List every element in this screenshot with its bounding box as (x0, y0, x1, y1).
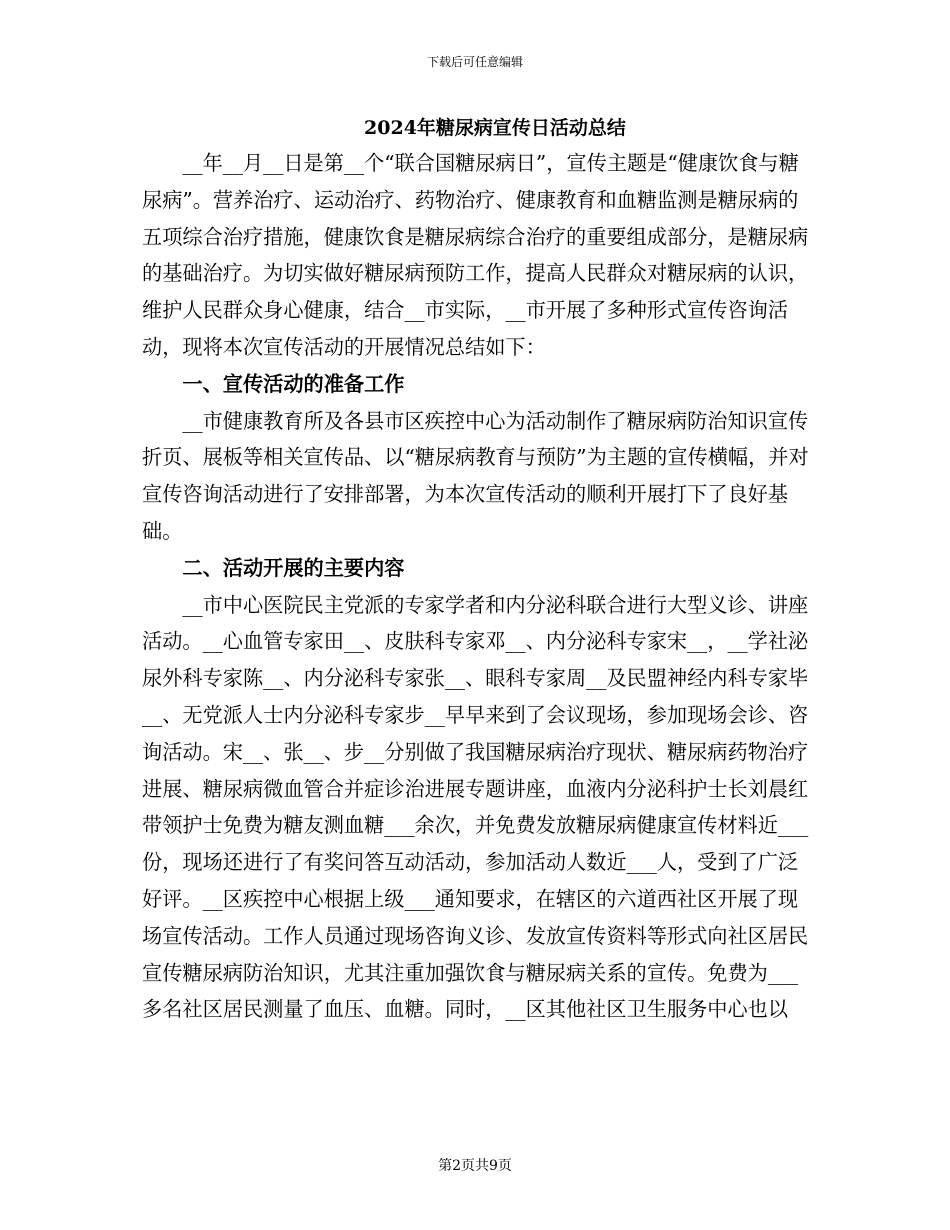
section-paragraph-main-content: __市中心医院民主党派的专家学者和内分泌科联合进行大型义诊、讲座活动。__心血管专家田__、皮肤科专家邓__、内分泌科专家宋__，__学社泌尿外科专家陈__、内分泌科专家张__、眼科专家周__及民盟神经内科专家毕__、无党派人士内分泌科专家步__早早来到了会议现场，参加现场会诊、咨询活动。宋__、张__、步__分别做了我国糖尿病治疗现状、糖尿病药物治疗进展、糖尿病微血管合并症诊治进展专题讲座，血液内分泌科护士长刘晨红带领护士免费为糖友测血糖___余次，并免费发放糖尿病健康宣传材料近___份，现场还进行了有奖问答互动活动，参加活动人数近___人，受到了广泛好评。__区疾控中心根据上级___通知要求，在辖区的六道西社区开展了现场宣传活动。工作人员通过现场咨询义诊、发放宣传资料等形式向社区居民宣传糖尿病防治知识，尤其注重加强饮食与糖尿病关系的宣传。免费为___多名社区居民测量了血压、血糖。同时，__区其他社区卫生服务中心也以 (142, 592, 809, 1022)
document-body (142, 145, 814, 1028)
section-heading-main-content: 二、活动开展的主要内容 (182, 555, 405, 580)
document-title: 2024年糖尿病宣传日活动总结 (364, 117, 626, 139)
section-heading-preparation: 一、宣传活动的准备工作 (182, 371, 405, 396)
section-paragraph-preparation: __市健康教育所及各县市区疾控中心为活动制作了糖尿病防治知识宣传折页、展板等相关宣传品、以“糖尿病教育与预防”为主题的宣传横幅，并对宣传咨询活动进行了安排部署，为本次宣传活动的顺利开展打下了良好基础。 (142, 408, 809, 543)
intro-paragraph: __年__月__日是第__个“联合国糖尿病日”，宣传主题是“健康饮食与糖尿病”。营养治疗、运动治疗、药物治疗、健康教育和血糖监测是糖尿病的五项综合治疗措施，健康饮食是糖尿病综合治疗的重要组成部分，是糖尿病的基础治疗。为切实做好糖尿病预防工作，提高人民群众对糖尿病的认识，维护人民群众身心健康，结合__市实际，__市开展了多种形式宣传咨询活动，现将本次宣传活动的开展情况总结如下： (142, 151, 809, 359)
page-footer-number: 第2页共9页 (438, 1158, 512, 1174)
page-header-note: 下载后可任意编辑 (426, 55, 523, 69)
